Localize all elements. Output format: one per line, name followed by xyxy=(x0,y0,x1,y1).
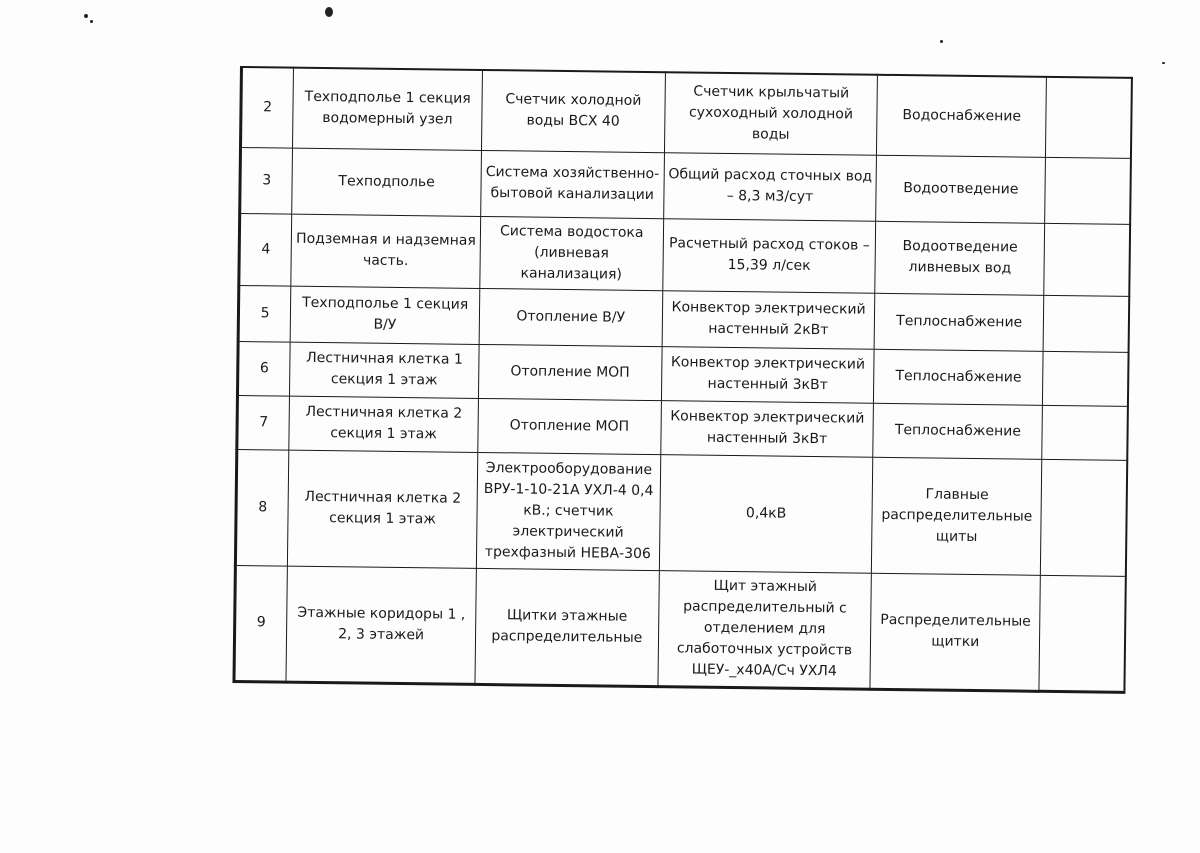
scan-speck xyxy=(1162,62,1165,64)
location-cell: Техподполье xyxy=(292,148,482,216)
type-cell: Распределительные щитки xyxy=(870,573,1040,691)
parameters-cell: Конвектор электрический настенный 3кВт xyxy=(661,346,874,403)
scan-speck xyxy=(940,40,943,43)
note-cell xyxy=(1044,223,1130,296)
type-cell: Водоотведение ливневых вод xyxy=(875,221,1045,295)
row-number: 6 xyxy=(237,341,290,396)
note-cell xyxy=(1043,351,1129,406)
type-cell: Теплоснабжение xyxy=(875,293,1044,351)
location-cell: Техподполье 1 секция водомерный узел xyxy=(293,68,483,150)
system-cell: Система водостока (ливневая канализация) xyxy=(480,216,664,290)
parameters-cell: Конвектор электрический настенный 2кВт xyxy=(662,290,875,349)
row-number: 2 xyxy=(241,67,294,148)
location-cell: Лестничная клетка 2 секция 1 этаж xyxy=(289,396,478,452)
parameters-cell: Общий расход сточных вод – 8,3 м3/сут xyxy=(663,152,877,221)
system-cell: Электрооборудование ВРУ-1-10-21А УХЛ-4 0,4 кВ.; счетчик электрический трехфазный НЕВА-306 xyxy=(476,452,660,570)
parameters-cell: 0,4кВ xyxy=(659,454,873,573)
location-cell: Техподполье 1 секция В/У xyxy=(290,286,479,344)
row-number: 7 xyxy=(237,395,290,450)
row-number: 5 xyxy=(238,285,291,342)
type-cell: Водоснабжение xyxy=(877,75,1047,157)
row-number: 8 xyxy=(235,449,289,566)
type-cell: Водоотведение xyxy=(876,155,1045,223)
parameters-cell: Счетчик крыльчатый сухоходный холодной воды xyxy=(664,72,878,155)
row-number: 3 xyxy=(240,147,293,214)
type-cell: Теплоснабжение xyxy=(873,403,1042,459)
note-cell xyxy=(1039,575,1126,692)
table-row xyxy=(235,449,1127,576)
location-cell: Подземная и надземная часть. xyxy=(291,214,481,288)
note-cell xyxy=(1040,459,1127,576)
location-cell: Этажные коридоры 1 , 2, 3 этажей xyxy=(286,566,476,684)
parameters-cell: Расчетный расход стоков – 15,39 л/сек xyxy=(662,218,876,293)
table-row xyxy=(240,147,1131,224)
note-cell xyxy=(1045,157,1131,224)
row-number: 9 xyxy=(234,565,288,682)
table-row xyxy=(241,67,1132,158)
note-cell xyxy=(1046,77,1132,158)
scan-speck xyxy=(84,14,88,18)
location-cell: Лестничная клетка 1 секция 1 этаж xyxy=(290,342,479,398)
system-cell: Отопление МОП xyxy=(478,398,661,454)
note-cell xyxy=(1042,405,1128,460)
parameters-cell: Щит этажный распределительный с отделением для слаботочных устройств ЩЕУ-_х40А/Сч УХЛ4 xyxy=(658,570,872,689)
systems-table xyxy=(232,66,1132,693)
system-cell: Щитки этажные распределительные xyxy=(475,568,659,686)
scan-speck xyxy=(325,7,333,17)
location-cell: Лестничная клетка 2 секция 1 этаж xyxy=(288,450,478,568)
table-row xyxy=(239,213,1130,296)
scan-speck xyxy=(90,20,93,23)
type-cell: Главные распределительные щиты xyxy=(872,457,1042,575)
type-cell: Теплоснабжение xyxy=(874,349,1043,405)
system-cell: Отопление В/У xyxy=(479,288,662,346)
parameters-cell: Конвектор электрический настенный 3кВт xyxy=(660,400,873,457)
system-cell: Система хозяйственно-бытовой канализации xyxy=(481,150,664,218)
table-row xyxy=(234,565,1126,692)
system-cell: Отопление МОП xyxy=(478,344,661,400)
system-cell: Счетчик холодной воды ВСХ 40 xyxy=(481,70,665,152)
row-number: 4 xyxy=(239,213,292,286)
note-cell xyxy=(1043,295,1129,352)
